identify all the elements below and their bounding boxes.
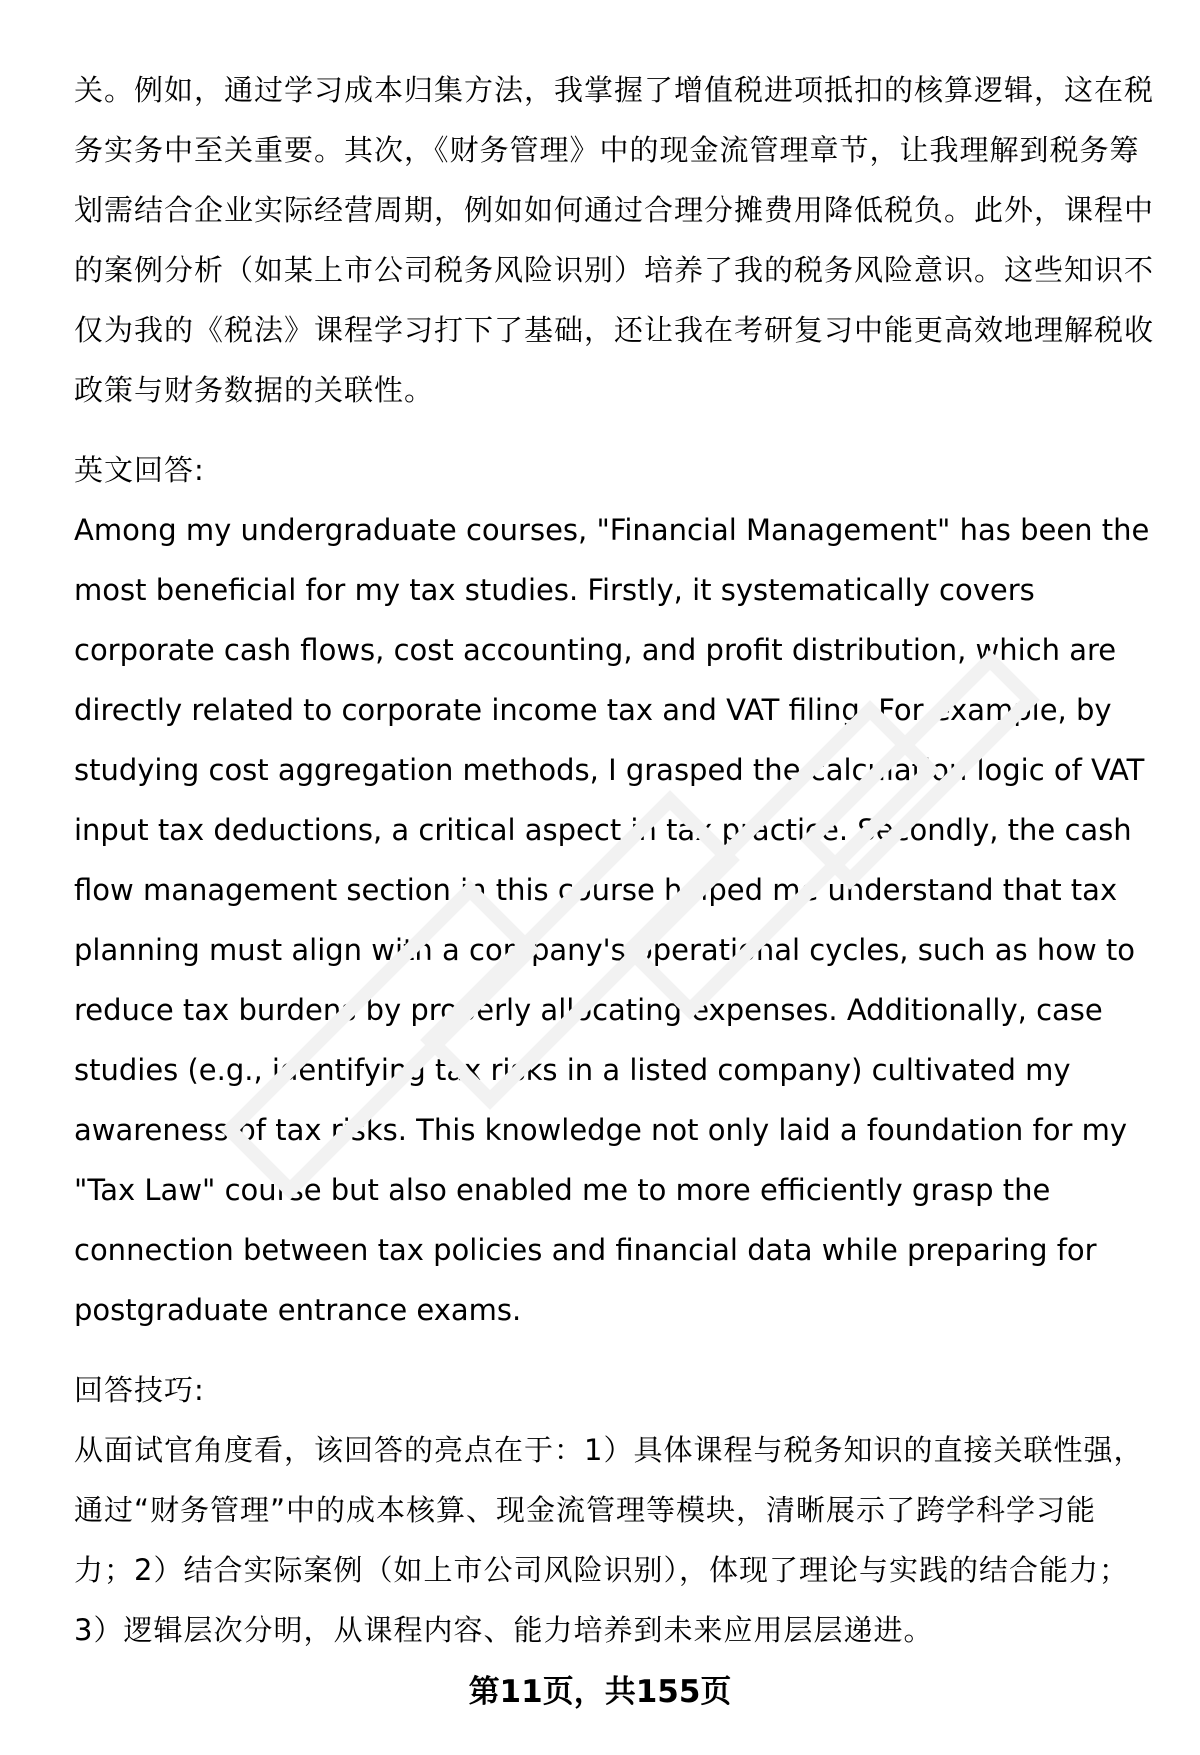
answer-tips-paragraph: 从面试官角度看，该回答的亮点在于：1）具体课程与税务知识的直接关联性强，通过“财务管理”中的成本核算、现金流管理等模块，清晰展示了跨学科学习能力；2）结合实际案例（如上市公司风险识别），体现了理论与实践的结合能力；3）逻辑层次分明，从课程内容、能力培养到未来应用层层递进。	[74, 1433, 1144, 1647]
spacer	[74, 420, 1154, 440]
intro-paragraph: 关。例如，通过学习成本归集方法，我掌握了增值税进项抵扣的核算逻辑，这在税务实务中至关重要。其次，《财务管理》中的现金流管理章节，让我理解到税务筹划需结合企业实际经营周期，例如如何通过合理分摊费用降低税负。此外，课程中的案例分析（如某上市公司税务风险识别）培养了我的税务风险意识。这些知识不仅为我的《税法》课程学习打下了基础，还让我在考研复习中能更高效地理解税收政策与财务数据的关联性。	[74, 73, 1155, 407]
answer-tips-heading: 回答技巧:	[74, 1373, 205, 1407]
spacer	[74, 1340, 1154, 1360]
english-answer-heading: 英文回答:	[74, 453, 205, 487]
document-body	[74, 60, 1154, 1660]
page-number-footer: 第11页，共155页	[468, 1674, 732, 1710]
english-answer-paragraph: Among my undergraduate courses, "Financial Management" has been the most beneficial for my tax studies. Firstly, it systematically covers corporate cash flows, cost accounting, and profit distribution, which are directly related to corporate income tax and VAT filing. For example, by studying cost aggregation methods, I grasped the calculation logic of VAT input tax deductions, a critical aspect in tax practice. Secondly, the cash flow management section in this course helped me understand that tax planning must align with a company's operational cycles, such as how to reduce tax burdens by properly allocating expenses. Additionally, case studies (e.g., identifying tax risks in a listed company) cultivated my awareness of tax risks. This knowledge not only laid a foundation for my "Tax Law" course but also enabled me to more efficiently grasp the connection between tax policies and financial data while preparing for postgraduate entrance exams.	[74, 513, 1150, 1327]
